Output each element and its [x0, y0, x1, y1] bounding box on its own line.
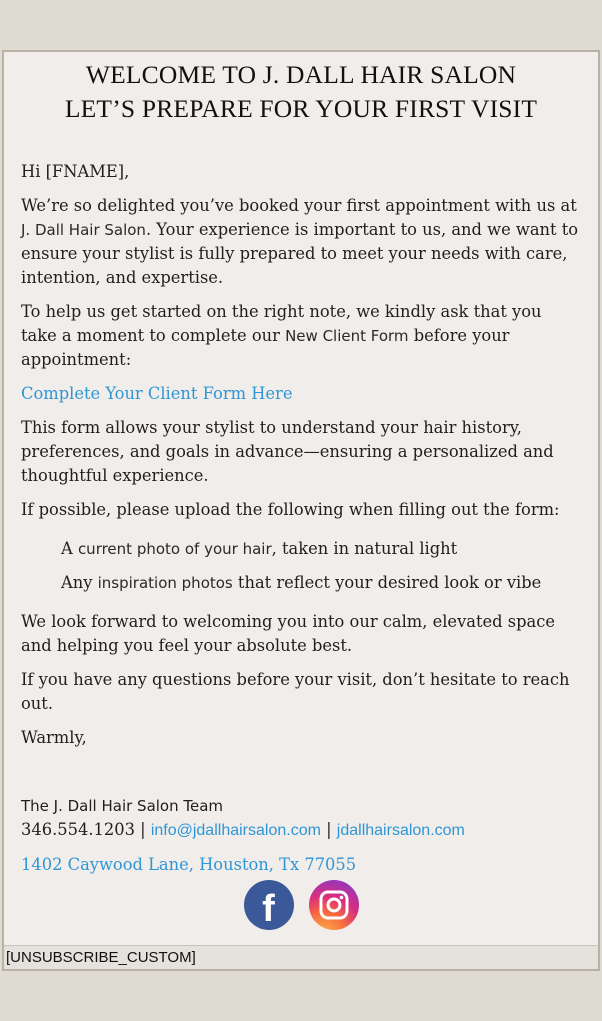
social-icons: [4, 880, 598, 930]
list-item: Any inspiration photos that reflect your desired look or vibe: [61, 573, 542, 592]
headline-line-1: WELCOME TO J. DALL HAIR SALON: [85, 60, 517, 89]
email-body: [21, 160, 581, 887]
new-client-form-text: New Client Form: [285, 327, 409, 345]
spacer: [21, 760, 581, 794]
upload-list: [21, 532, 581, 600]
greeting: Hi [FNAME],: [21, 162, 130, 181]
email-card: [2, 50, 600, 971]
address-row: [21, 853, 581, 877]
questions-paragraph: If you have any questions before your visit, don’t hesitate to reach out.: [21, 670, 570, 713]
unsubscribe-link[interactable]: [UNSUBSCRIBE_CUSTOM]: [6, 949, 196, 966]
upload-paragraph: If possible, please upload the following when filling out the form:: [21, 500, 560, 519]
closing: Warmly,: [21, 728, 87, 747]
client-form-link[interactable]: Complete Your Client Form Here: [21, 384, 293, 403]
unsubscribe-bar: [4, 945, 598, 969]
headline-line-2: LET’S PREPARE FOR YOUR FIRST VISIT: [64, 94, 538, 123]
address-link[interactable]: 1402 Caywood Lane, Houston, Tx 77055: [21, 855, 357, 874]
contact-row: 346.554.1203 | info@jdallhairsalon.com | jdallhairsalon.com: [21, 820, 465, 839]
list-item: A current photo of your hair, taken in natural light: [61, 539, 458, 558]
form-info-paragraph: This form allows your stylist to understand your hair history, preferences, and goals in advance—ensuring a personalized and thoughtful experience.: [21, 418, 554, 485]
email-headline: [4, 58, 598, 126]
signature-team: The J. Dall Hair Salon Team: [21, 797, 224, 815]
email-link[interactable]: info@jdallhairsalon.com: [150, 822, 321, 839]
phone-number: 346.554.1203: [21, 820, 135, 839]
client-form-link-row: [21, 382, 581, 406]
intro-paragraph: We’re so delighted you’ve booked your first appointment with us at J. Dall Hair Salon. Your experience is important to us, and we want to ensure your stylist is fully prepared to meet your needs with care, intention, and expertise.: [21, 196, 579, 287]
facebook-icon[interactable]: f: [244, 880, 294, 930]
website-link[interactable]: jdallhairsalon.com: [336, 822, 465, 839]
salon-name: J. Dall Hair Salon: [21, 221, 146, 239]
instagram-icon[interactable]: [309, 880, 359, 930]
request-paragraph: To help us get started on the right note, we kindly ask that you take a moment to complete our New Client Form before your appointment:: [21, 302, 542, 369]
welcome-paragraph: We look forward to welcoming you into our calm, elevated space and helping you feel your absolute best.: [21, 612, 555, 655]
